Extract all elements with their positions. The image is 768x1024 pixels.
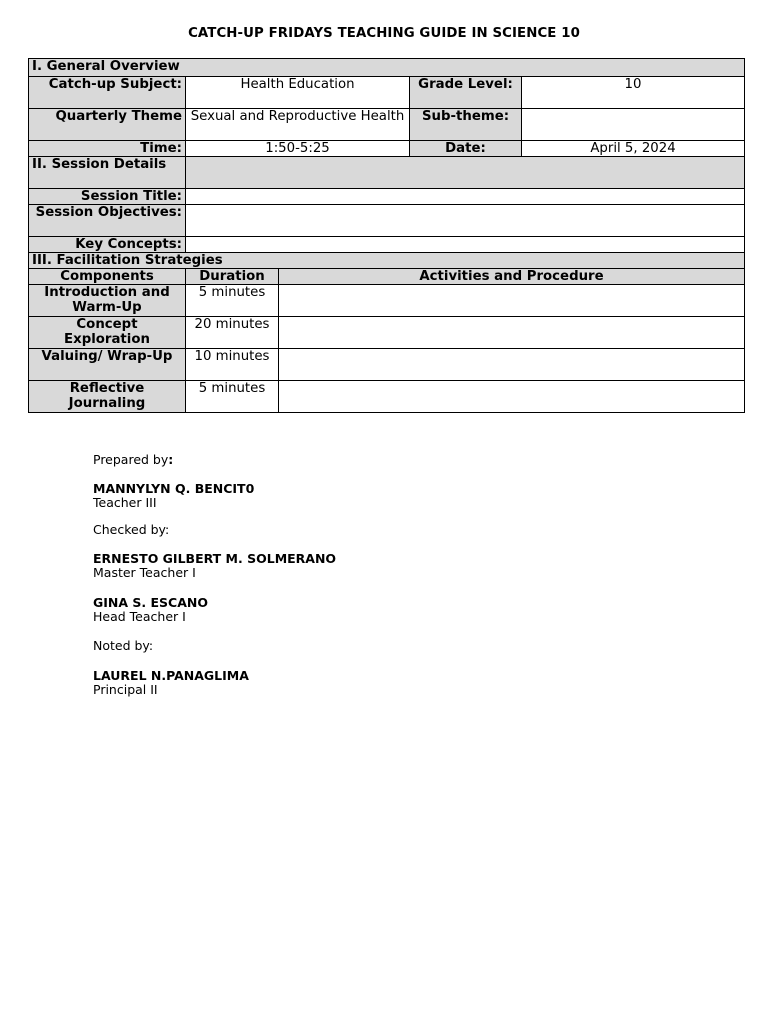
checked-by-name-2: GINA S. ESCANO	[93, 595, 208, 610]
quarterly-theme-value: Sexual and Reproductive Health	[186, 109, 410, 141]
session-objectives-value	[186, 205, 745, 237]
table-row	[29, 317, 745, 349]
prepared-by-label: Prepared by:	[93, 452, 174, 467]
key-concepts-label: Key Concepts:	[29, 237, 186, 253]
section-general-overview: I. General Overview	[29, 59, 745, 77]
component-cell: Concept Exploration	[29, 317, 186, 349]
key-concepts-value	[186, 237, 745, 253]
section-session-details: II. Session Details	[29, 157, 186, 189]
noted-by-block	[93, 669, 249, 697]
date-label: Date:	[410, 141, 522, 157]
activities-cell	[279, 349, 745, 381]
component-cell: Valuing/ Wrap-Up	[29, 349, 186, 381]
component-cell: Introduction and Warm-Up	[29, 285, 186, 317]
session-title-label: Session Title:	[29, 189, 186, 205]
activities-cell	[279, 381, 745, 413]
checked-by-label: Checked by:	[93, 522, 170, 537]
prepared-by-block	[93, 482, 254, 510]
table-row	[29, 381, 745, 413]
checked-by-block-1	[93, 552, 336, 580]
checked-by-role-2: Head Teacher I	[93, 609, 186, 624]
duration-cell: 10 minutes	[186, 349, 279, 381]
session-objectives-label: Session Objectives:	[29, 205, 186, 237]
catch-up-subject-label: Catch-up Subject:	[29, 77, 186, 109]
catch-up-subject-value: Health Education	[186, 77, 410, 109]
grade-level-label: Grade Level:	[410, 77, 522, 109]
header-activities: Activities and Procedure	[279, 269, 745, 285]
time-label: Time:	[29, 141, 186, 157]
teaching-guide-table	[28, 58, 745, 413]
sub-theme-label: Sub-theme:	[410, 109, 522, 141]
checked-by-block-2	[93, 596, 208, 624]
quarterly-theme-label: Quarterly Theme	[29, 109, 186, 141]
date-value: April 5, 2024	[522, 141, 745, 157]
duration-cell: 20 minutes	[186, 317, 279, 349]
prepared-by-role: Teacher III	[93, 495, 157, 510]
prepared-by-name: MANNYLYN Q. BENCIT0	[93, 481, 255, 496]
noted-by-name: LAUREL N.PANAGLIMA	[93, 668, 249, 683]
header-duration: Duration	[186, 269, 279, 285]
activities-cell	[279, 317, 745, 349]
header-components: Components	[29, 269, 186, 285]
session-title-value	[186, 189, 745, 205]
duration-cell: 5 minutes	[186, 285, 279, 317]
noted-by-role: Principal II	[93, 682, 158, 697]
grade-level-value: 10	[522, 77, 745, 109]
component-cell: Reflective Journaling	[29, 381, 186, 413]
session-details-fill	[186, 157, 745, 189]
table-row	[29, 285, 745, 317]
duration-cell: 5 minutes	[186, 381, 279, 413]
noted-by-label: Noted by:	[93, 638, 154, 653]
checked-by-role-1: Master Teacher I	[93, 565, 196, 580]
sub-theme-value	[522, 109, 745, 141]
section-facilitation-strategies: III. Facilitation Strategies	[29, 253, 745, 269]
checked-by-name-1: ERNESTO GILBERT M. SOLMERANO	[93, 551, 337, 566]
activities-cell	[279, 285, 745, 317]
time-value: 1:50-5:25	[186, 141, 410, 157]
document-title: CATCH-UP FRIDAYS TEACHING GUIDE IN SCIENCE 10	[188, 26, 580, 41]
table-row	[29, 349, 745, 381]
